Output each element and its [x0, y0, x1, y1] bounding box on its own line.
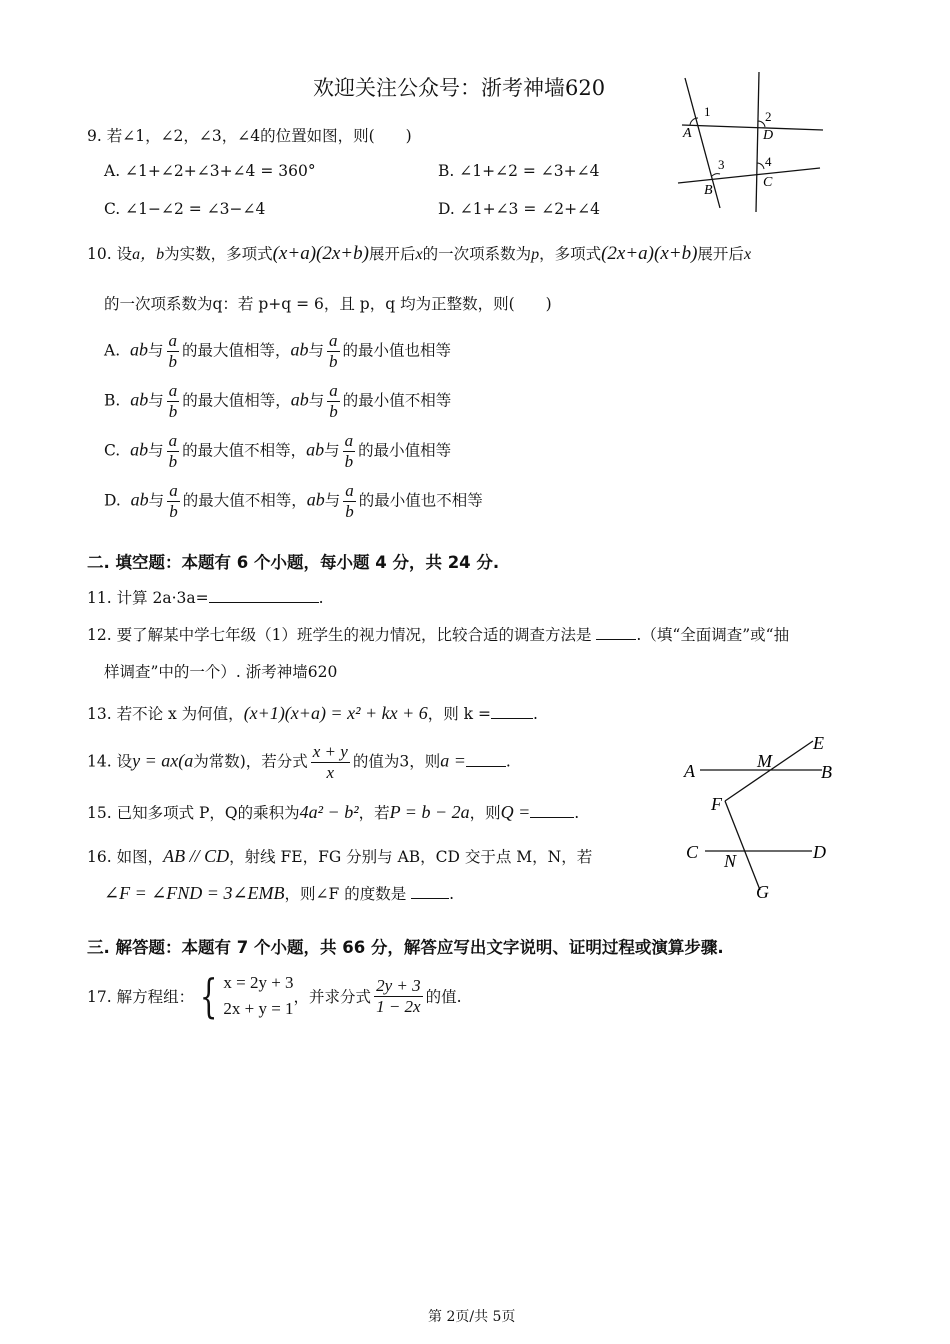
q9-option-a: A. ∠1+∠2+∠3+∠4 = 360° — [104, 162, 316, 180]
q9-label-C: C — [763, 175, 773, 190]
page-footer: 第 2页/共 5页 — [428, 1309, 516, 1325]
q16-label-C: C — [686, 842, 699, 862]
q10-stem-line1: 10. 设a，b为实数，多项式(x+a)(2x+b)展开后x的一次项系数为p，多项式(2x+a)(x+b)展开后x — [87, 243, 752, 264]
q14: 14. 设y = ax(a为常数)，若分式 $\frac{x + y}{x}$ 的值为3，则a = . — [87, 742, 511, 782]
q16-line1: 16. 如图，AB // CD，射线 FE，FG 分别与 AB，CD 交于点 M，N，若 — [87, 846, 593, 866]
q9-label-D: D — [763, 128, 774, 143]
q9-figure — [670, 70, 830, 215]
q16-label-D: D — [813, 842, 826, 862]
q15: 15. 已知多项式 P，Q的乘积为4a² − b²，若P = b − 2a，则Q = . — [87, 802, 580, 822]
q9-label-1: 1 — [704, 104, 711, 119]
q12-line1: 12. 要了解某中学七年级（1）班学生的视力情况，比较合适的调查方法是 .（填“全面调查”或“抽 — [87, 626, 790, 644]
section-3-title: 三. 解答题：本题有 7 个小题，共 66 分，解答应写出文字说明、证明过程或演算步骤. — [87, 938, 724, 957]
q10-stem-line2: 的一次项系数为q：若 p+q = 6，且 p，q 均为正整数，则( ) — [104, 295, 552, 313]
q16-figure — [682, 732, 842, 907]
q16-label-N: N — [724, 851, 737, 871]
q9-option-d: D. ∠1+∠3 = ∠2+∠4 — [438, 200, 600, 218]
q11: 11. 计算 2a·3a= . — [87, 589, 324, 607]
q9-label-4: 4 — [765, 154, 772, 169]
q10-option-b: B. ab与 $\frac{a}{b}$ 的最大值相等，ab与 $\frac{a}{b}$ 的最小值不相等 — [104, 381, 452, 421]
q17: 17. 解方程组： { x = 2y + 3 2x + y = 1 ，并求分式 $\frac{2y + 3}{1 - 2x}$ 的值. — [87, 969, 462, 1023]
q9-label-2: 2 — [765, 109, 772, 124]
q10-option-c: C. ab与 $\frac{a}{b}$ 的最大值不相等，ab与 $\frac{a}{b}$ 的最小值相等 — [104, 431, 452, 471]
q16-label-G: G — [756, 882, 769, 902]
q9-option-c: C. ∠1−∠2 = ∠3−∠4 — [104, 200, 266, 218]
q9-label-A: A — [683, 126, 692, 141]
q9-label-B: B — [704, 183, 713, 198]
q9-label-3: 3 — [718, 157, 725, 172]
q16-label-M: M — [757, 751, 772, 771]
q10-option-a: A. ab与 $\frac{a}{b}$ 的最大值相等，ab与 $\frac{a}{b}$ 的最小值也相等 — [104, 331, 452, 371]
q10-option-d: D. ab与 $\frac{a}{b}$ 的最大值不相等，ab与 $\frac{a}{b}$ 的最小值也不相等 — [104, 481, 483, 521]
q16-label-F: F — [711, 794, 722, 814]
q16-label-B: B — [821, 762, 832, 782]
q16-label-E: E — [813, 733, 824, 753]
q9-stem: 9. 若∠1，∠2，∠3，∠4的位置如图，则( ) — [87, 127, 412, 145]
page-header-title: 欢迎关注公众号：浙考神墙620 — [313, 76, 606, 100]
q12-line2: 样调查”中的一个）. 浙考神墙620 — [104, 663, 338, 681]
section-2-title: 二. 填空题：本题有 6 个小题，每小题 4 分，共 24 分. — [87, 553, 500, 572]
q9-option-b: B. ∠1+∠2 = ∠3+∠4 — [438, 162, 600, 180]
q13: 13. 若不论 x 为何值，(x+1)(x+a) = x² + kx + 6，则 k = . — [87, 703, 538, 723]
q16-line2: ∠F = ∠FND = 3∠EMB，则∠F 的度数是 . — [104, 883, 455, 903]
q16-label-A: A — [684, 761, 695, 781]
